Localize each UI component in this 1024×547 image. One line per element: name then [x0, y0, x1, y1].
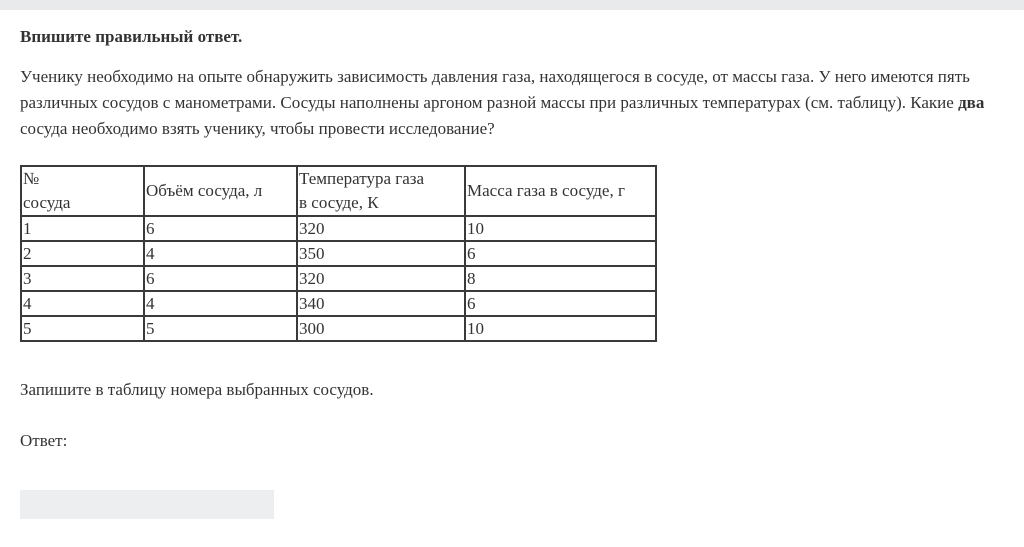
- answer-label: Ответ:: [20, 431, 68, 450]
- table-row: [21, 291, 656, 316]
- cell-vessel-number: 1: [21, 216, 144, 241]
- question-text-part-1: Ученику необходимо на опыте обнаружить зависимость давления газа, находящегося в сосуде, от массы газа. У него имеются пять различных сосудов с манометрами. Сосуды наполнены аргоном разной массы при различных температурах (см. таблицу). Какие: [20, 67, 970, 112]
- header-vessel-number: [21, 166, 144, 216]
- question-text-bold: два: [958, 93, 985, 112]
- question-text-part-2: сосуда необходимо взять ученику, чтобы провести исследование?: [20, 119, 495, 138]
- cell-vessel-number: 5: [21, 316, 144, 341]
- table-row: [21, 266, 656, 291]
- cell-temperature: 320: [297, 216, 465, 241]
- header-mass-label: Масса газа в сосуде, г: [467, 181, 625, 200]
- cell-volume: 4: [144, 291, 297, 316]
- cell-mass: 10: [465, 216, 656, 241]
- cell-temperature: 300: [297, 316, 465, 341]
- cell-mass: 10: [465, 316, 656, 341]
- table-row: [21, 216, 656, 241]
- header-temperature: [297, 166, 465, 216]
- table-header-row: [21, 166, 656, 216]
- cell-temperature: 350: [297, 241, 465, 266]
- header-vessel-number-line2: сосуда: [23, 193, 71, 212]
- top-bar: [0, 0, 1024, 10]
- cell-mass: 6: [465, 291, 656, 316]
- table-row: [21, 316, 656, 341]
- task-instruction: Впишите правильный ответ.: [20, 27, 243, 46]
- cell-mass: 6: [465, 241, 656, 266]
- cell-temperature: 340: [297, 291, 465, 316]
- question-text: [20, 64, 1010, 142]
- cell-volume: 5: [144, 316, 297, 341]
- vessels-table: [20, 165, 657, 342]
- header-temperature-line2: в сосуде, К: [299, 193, 379, 212]
- header-volume: [144, 166, 297, 216]
- cell-volume: 6: [144, 266, 297, 291]
- cell-temperature: 320: [297, 266, 465, 291]
- header-temperature-line1: Температура газа: [299, 169, 425, 188]
- answer-input[interactable]: [20, 490, 274, 519]
- cell-vessel-number: 2: [21, 241, 144, 266]
- header-volume-label: Объём сосуда, л: [146, 181, 263, 200]
- cell-mass: 8: [465, 266, 656, 291]
- header-vessel-number-line1: №: [23, 169, 40, 188]
- table-row: [21, 241, 656, 266]
- cell-volume: 6: [144, 216, 297, 241]
- write-instruction: Запишите в таблицу номера выбранных сосудов.: [20, 380, 374, 399]
- cell-vessel-number: 3: [21, 266, 144, 291]
- cell-vessel-number: 4: [21, 291, 144, 316]
- header-mass: [465, 166, 656, 216]
- cell-volume: 4: [144, 241, 297, 266]
